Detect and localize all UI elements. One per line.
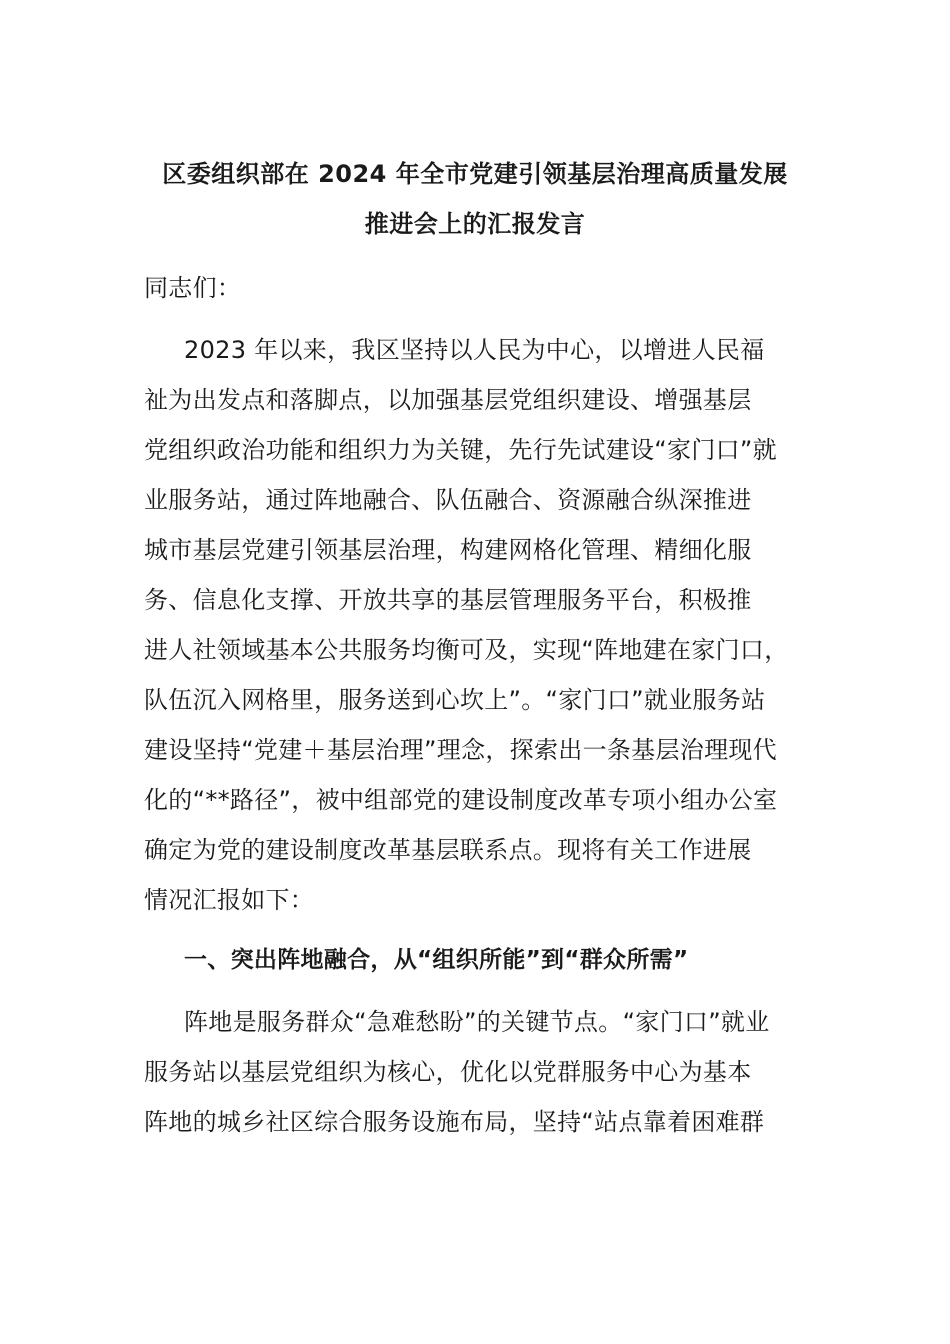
paragraph-1-line: 党组织政治功能和组织力为关键，先行先试建设“家门口”就 <box>144 436 777 464</box>
paragraph-1-line: 2023 年以来，我区坚持以人民为中心，以增进人民福 <box>184 336 765 364</box>
paragraph-2-line: 服务站以基层党组织为核心，优化以党群服务中心为基本 <box>144 1058 752 1086</box>
document-title-line-2: 推进会上的汇报发言 <box>364 210 586 238</box>
paragraph-1-line: 队伍沉入网格里，服务送到心坎上”。“家门口”就业服务站 <box>144 686 766 714</box>
salutation: 同志们： <box>144 274 242 302</box>
paragraph-1-line: 情况汇报如下： <box>144 886 315 914</box>
paragraph-1-line: 进人社领域基本公共服务均衡可及，实现“阵地建在家门口， <box>144 636 789 664</box>
paragraph-1-line: 确定为党的建设制度改革基层联系点。现将有关工作进展 <box>144 836 752 864</box>
paragraph-1-line: 业服务站，通过阵地融合、队伍融合、资源融合纵深推进 <box>144 486 752 514</box>
paragraph-1-line: 建设坚持“党建＋基层治理”理念，探索出一条基层治理现代 <box>144 736 777 764</box>
paragraph-1-line: 祉为出发点和落脚点，以加强基层党组织建设、增强基层 <box>144 386 752 414</box>
paragraph-1-line: 城市基层党建引领基层治理，构建网格化管理、精细化服 <box>144 536 752 564</box>
section-1-heading: 一、突出阵地融合，从“组织所能”到“群众所需” <box>184 947 689 973</box>
paragraph-1-line: 化的“**路径”，被中组部党的建设制度改革专项小组办公室 <box>144 786 778 814</box>
document-title-line-1: 区委组织部在 2024 年全市党建引领基层治理高质量发展 <box>162 160 788 188</box>
paragraph-1-line: 务、信息化支撑、开放共享的基层管理服务平台，积极推 <box>144 586 752 614</box>
paragraph-2-line: 阵地是服务群众“急难愁盼”的关键节点。“家门口”就业 <box>184 1008 770 1036</box>
paragraph-2-line: 阵地的城乡社区综合服务设施布局，坚持“站点靠着困难群 <box>144 1108 765 1136</box>
